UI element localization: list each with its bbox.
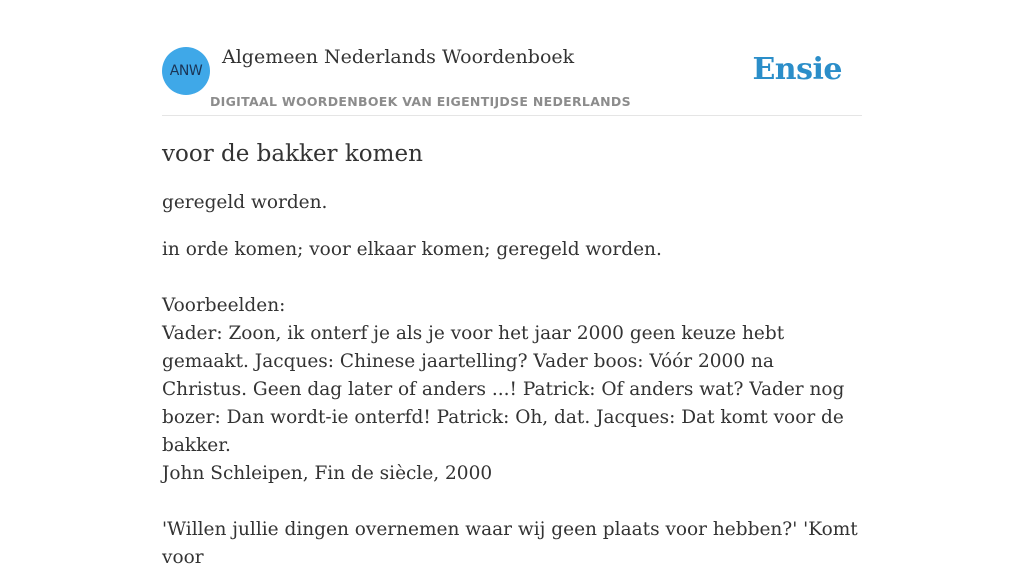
site-title[interactable]: Algemeen Nederlands Woordenboek [222,46,575,68]
anw-logo[interactable]: ANW [162,47,210,95]
entry-short-definition: geregeld worden. [162,192,328,213]
ensie-logo-link[interactable]: Ensie [752,52,842,87]
entry-term: voor de bakker komen [162,141,423,167]
entry-definition: in orde komen; voor elkaar komen; geregeld worden. Voorbeelden: Vader: Zoon, ik onterf je als je voor het jaar 2000 geen keuze hebt gemaakt. Jacques: Chinese jaartelling? Vader boos: Vóór 2000 na Christus. Geen dag later of anders ...! Patrick: Of anders wat? Vader nog bozer: Dan wordt-ie onterfd! Patrick: Oh, dat. Jacques: Dat komt voor de bakker. John Schleipen, Fin de siècle, 2000 'Willen jullie dingen overnemen waar wij geen plaats voor hebben?' 'Komt voor [162,239,858,568]
site-header [162,46,862,116]
entry-content [162,138,862,572]
site-subtitle: DIGITAAL WOORDENBOEK VAN EIGENTIJDSE NEDERLANDS [210,94,631,109]
